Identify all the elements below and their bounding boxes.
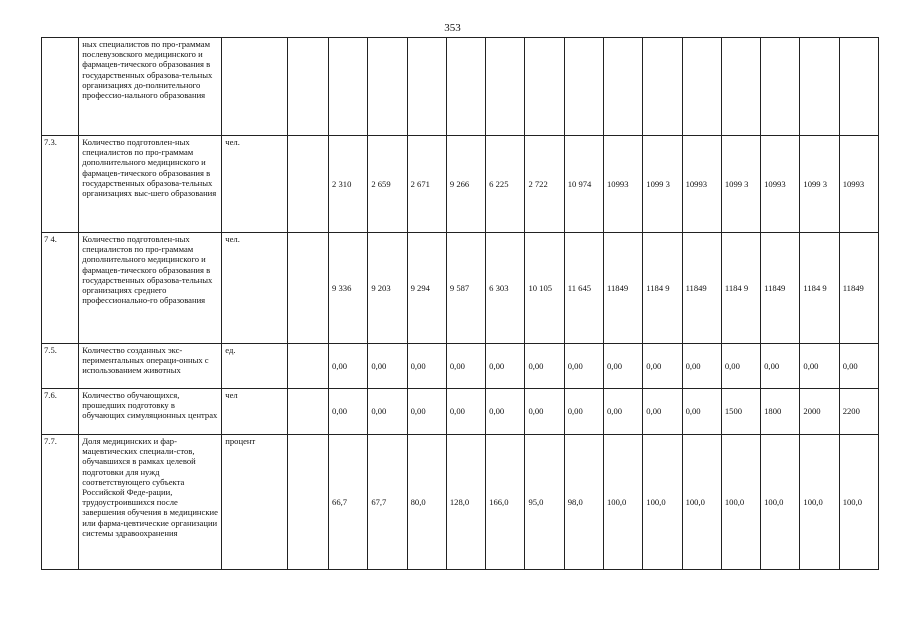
value-cell: [643, 38, 682, 136]
value-cell: 0,00: [564, 389, 603, 435]
row-number-cell: 7.7.: [42, 435, 79, 570]
value-cell: 0,00: [564, 344, 603, 389]
value-cell: 0,00: [682, 344, 721, 389]
value-cell: 0,00: [525, 344, 564, 389]
value-cell: [564, 38, 603, 136]
value-cell: 0,00: [446, 344, 485, 389]
value-cell: 100,0: [839, 435, 878, 570]
empty-cell: [287, 389, 328, 435]
unit-cell: чел.: [222, 233, 287, 344]
value-cell: 1099 3: [800, 136, 839, 233]
value-cell: 0,00: [604, 344, 643, 389]
indicator-name-cell: Количество подготовлен-ных специалистов по про-граммам дополнительного медицинского и фармацев-тического образования в государственных образова-тельных организациях выс-шего образования: [79, 136, 222, 233]
indicator-name-cell: Количество созданных экс-периментальных операци-онных с использованием животных: [79, 344, 222, 389]
empty-cell: [287, 344, 328, 389]
value-cell: 100,0: [643, 435, 682, 570]
value-cell: 10 974: [564, 136, 603, 233]
value-cell: 0,00: [839, 344, 878, 389]
value-cell: 1500: [721, 389, 760, 435]
table-row: [42, 435, 879, 570]
value-cell: 0,00: [800, 344, 839, 389]
value-cell: [682, 38, 721, 136]
table-row: [42, 136, 879, 233]
value-cell: [486, 38, 525, 136]
value-cell: 6 303: [486, 233, 525, 344]
value-cell: 2 671: [407, 136, 446, 233]
value-cell: 1099 3: [721, 136, 760, 233]
row-number-cell: 7.6.: [42, 389, 79, 435]
value-cell: 0,00: [486, 344, 525, 389]
value-cell: [368, 38, 407, 136]
unit-cell: ед.: [222, 344, 287, 389]
unit-cell: процент: [222, 435, 287, 570]
value-cell: 0,00: [368, 344, 407, 389]
page-number: 353: [444, 22, 461, 34]
row-number-cell: 7.3.: [42, 136, 79, 233]
value-cell: 100,0: [721, 435, 760, 570]
value-cell: 95,0: [525, 435, 564, 570]
value-cell: 100,0: [800, 435, 839, 570]
table-row: [42, 38, 879, 136]
row-number-cell: 7 4.: [42, 233, 79, 344]
value-cell: 166,0: [486, 435, 525, 570]
value-cell: 9 587: [446, 233, 485, 344]
value-cell: 0,00: [329, 389, 368, 435]
unit-cell: [222, 38, 287, 136]
value-cell: 66,7: [329, 435, 368, 570]
value-cell: 1099 3: [643, 136, 682, 233]
unit-cell: чел: [222, 389, 287, 435]
value-cell: 2 310: [329, 136, 368, 233]
value-cell: [446, 38, 485, 136]
value-cell: 0,00: [604, 389, 643, 435]
value-cell: [604, 38, 643, 136]
value-cell: 10993: [682, 136, 721, 233]
value-cell: 100,0: [761, 435, 800, 570]
value-cell: [329, 38, 368, 136]
indicator-name-cell: ных специалистов по про-граммам послевузовского медицинского и фармацев-тического образования в государственных образова-тельных организациях до-полнительного профессио-нального образования: [79, 38, 222, 136]
value-cell: 80,0: [407, 435, 446, 570]
value-cell: 1800: [761, 389, 800, 435]
value-cell: 98,0: [564, 435, 603, 570]
value-cell: 0,00: [525, 389, 564, 435]
value-cell: 6 225: [486, 136, 525, 233]
value-cell: 67,7: [368, 435, 407, 570]
value-cell: 0,00: [643, 344, 682, 389]
empty-cell: [287, 38, 328, 136]
value-cell: 0,00: [643, 389, 682, 435]
value-cell: [800, 38, 839, 136]
table-row: [42, 389, 879, 435]
indicators-table: [41, 37, 879, 570]
value-cell: 10 105: [525, 233, 564, 344]
row-number-cell: 7.5.: [42, 344, 79, 389]
indicator-name-cell: Количество обучающихся, прошедших подготовку в обучающих симуляционных центрах: [79, 389, 222, 435]
value-cell: 9 336: [329, 233, 368, 344]
value-cell: 11 645: [564, 233, 603, 344]
value-cell: [839, 38, 878, 136]
table-row: [42, 233, 879, 344]
value-cell: 10993: [839, 136, 878, 233]
row-number-cell: [42, 38, 79, 136]
value-cell: [407, 38, 446, 136]
value-cell: 128,0: [446, 435, 485, 570]
value-cell: 100,0: [682, 435, 721, 570]
value-cell: 0,00: [446, 389, 485, 435]
value-cell: [761, 38, 800, 136]
unit-cell: чел.: [222, 136, 287, 233]
empty-cell: [287, 233, 328, 344]
value-cell: 0,00: [329, 344, 368, 389]
value-cell: 2000: [800, 389, 839, 435]
value-cell: 1184 9: [643, 233, 682, 344]
value-cell: 2 659: [368, 136, 407, 233]
value-cell: 0,00: [721, 344, 760, 389]
value-cell: 1184 9: [800, 233, 839, 344]
value-cell: 10993: [761, 136, 800, 233]
value-cell: 0,00: [407, 344, 446, 389]
value-cell: [721, 38, 760, 136]
table-row: [42, 344, 879, 389]
value-cell: 2 722: [525, 136, 564, 233]
value-cell: 0,00: [761, 344, 800, 389]
empty-cell: [287, 136, 328, 233]
value-cell: 9 266: [446, 136, 485, 233]
indicator-name-cell: Доля медицинских и фар-мацевтических специали-стов, обучавшихся в рамках целевой подготовки для нужд соответствующего субъекта Российской Феде-рации, трудоустроившихся после завершения обучения в медицинские или фарма-цевтические организации системы здравоохранения: [79, 435, 222, 570]
value-cell: 0,00: [368, 389, 407, 435]
value-cell: 1184 9: [721, 233, 760, 344]
value-cell: 9 294: [407, 233, 446, 344]
value-cell: 100,0: [604, 435, 643, 570]
empty-cell: [287, 435, 328, 570]
value-cell: 11849: [761, 233, 800, 344]
indicator-name-cell: Количество подготовлен-ных специалистов по про-граммам дополнительного медицинского и фармацев-тического образования в государственных образова-тельных организациях среднего профессионально-го образования: [79, 233, 222, 344]
value-cell: 2200: [839, 389, 878, 435]
value-cell: 11849: [839, 233, 878, 344]
value-cell: 11849: [682, 233, 721, 344]
value-cell: 10993: [604, 136, 643, 233]
value-cell: 11849: [604, 233, 643, 344]
value-cell: 0,00: [407, 389, 446, 435]
value-cell: [525, 38, 564, 136]
value-cell: 9 203: [368, 233, 407, 344]
value-cell: 0,00: [486, 389, 525, 435]
value-cell: 0,00: [682, 389, 721, 435]
